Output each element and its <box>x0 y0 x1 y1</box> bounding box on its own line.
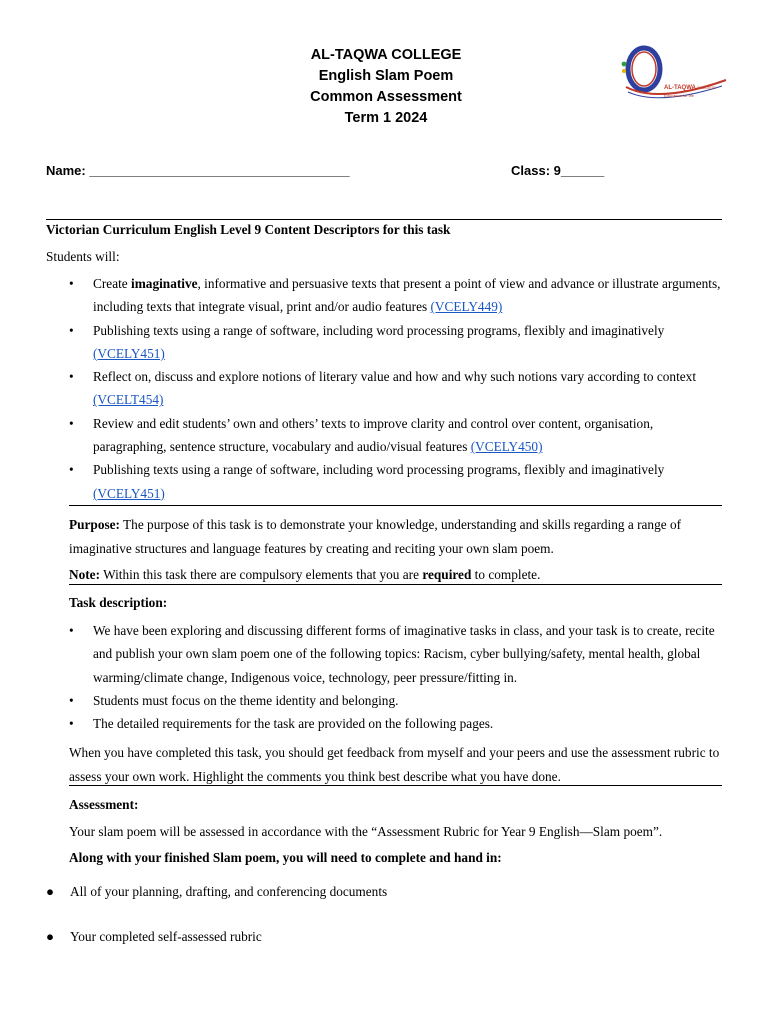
curriculum-code-link[interactable]: (VCELY450) <box>470 439 543 455</box>
task-closing: When you have completed this task, you should get feedback from myself and your peers and use the assessment rubric to assess your own work. Highlight the comments you think best describe what you have done. <box>69 745 720 784</box>
divider <box>69 584 722 585</box>
document-term: Term 1 2024 <box>344 110 428 126</box>
assessment-text: Your slam poem will be assessed in accordance with the “Assessment Rubric for Year 9 English—Slam poem”. <box>69 824 663 839</box>
list-item: • Reflect on, discuss and explore notions of literary value and how and why such notions vary according to context (VCELT454) <box>69 365 729 412</box>
curriculum-code-link[interactable]: (VCELT454) <box>93 392 164 408</box>
list-item: • Publishing texts using a range of software, including word processing programs, flexibly and imaginatively (VCELY451) <box>69 319 729 366</box>
logo-name: AL-TAQWA <box>664 85 696 91</box>
curriculum-code-link[interactable]: (VCELY451) <box>93 485 165 501</box>
name-label: Name: <box>46 163 86 178</box>
purpose-paragraph: Purpose: The purpose of this task is to demonstrate your knowledge, understanding and skills regarding a range of imaginative structures and language features by creating and reciting your own slam poem. <box>69 517 682 556</box>
list-item: • Students must focus on the theme identity and belonging. <box>69 689 729 712</box>
logo-suffix: COLLEGE <box>697 85 716 90</box>
purpose-label: Purpose: <box>69 517 120 532</box>
college-name: AL-TAQWA COLLEGE <box>310 47 462 63</box>
class-blank[interactable]: ______ <box>560 163 605 178</box>
class-field[interactable] <box>511 163 604 178</box>
task-heading: Task description: <box>69 595 168 610</box>
list-item: ● Your completed self-assessed rubric <box>46 929 262 944</box>
emphasis: imaginative <box>131 276 198 291</box>
hand-in-heading: Along with your finished Slam poem, you will need to complete and hand in: <box>69 850 502 865</box>
list-item: • Publishing texts using a range of software, including word processing programs, flexibly and imaginatively (VCELY451) <box>69 458 729 505</box>
descriptors-list <box>69 272 729 505</box>
divider <box>69 505 722 506</box>
name-field[interactable] <box>46 163 350 178</box>
assessment-heading: Assessment: <box>69 797 139 812</box>
college-logo <box>614 42 730 108</box>
task-list <box>69 619 729 735</box>
name-blank[interactable]: ____________________________________ <box>89 163 350 178</box>
descriptors-heading: Victorian Curriculum English Level 9 Content Descriptors for this task <box>46 222 451 237</box>
list-item: • The detailed requirements for the task are provided on the following pages. <box>69 712 729 735</box>
document-title: English Slam Poem <box>318 68 454 84</box>
curriculum-code-link[interactable]: (VCELY451) <box>93 345 165 361</box>
list-item: ● All of your planning, drafting, and conferencing documents <box>46 884 388 899</box>
document-subtitle: Common Assessment <box>310 89 462 105</box>
list-item: • We have been exploring and discussing different forms of imaginative tasks in class, and your task is to create, recite and publish your own slam poem one of the following topics: Racism, cyber bullying/safety, mental health, global warming/climate change, Indigenous voice, technology, peer pressure/fitting in. <box>69 619 729 689</box>
note-paragraph: Note: Within this task there are compulsory elements that you are required to complete. <box>69 567 541 582</box>
class-label: Class: 9 <box>511 163 561 178</box>
descriptors-intro: Students will: <box>46 249 120 264</box>
logo-motto: Education for life <box>664 93 694 98</box>
list-item: • Create imaginative, informative and persuasive texts that present a point of view and advance or illustrate arguments, including texts that integrate visual, print and/or audio features (VCELY449) <box>69 272 729 319</box>
divider <box>69 785 722 786</box>
curriculum-code-link[interactable]: (VCELY449) <box>430 299 503 315</box>
list-item: • Review and edit students’ own and others’ texts to improve clarity and control over content, organisation, paragraphing, sentence structure, vocabulary and audio/visual features (VCELY450) <box>69 412 729 459</box>
note-label: Note: <box>69 567 101 582</box>
